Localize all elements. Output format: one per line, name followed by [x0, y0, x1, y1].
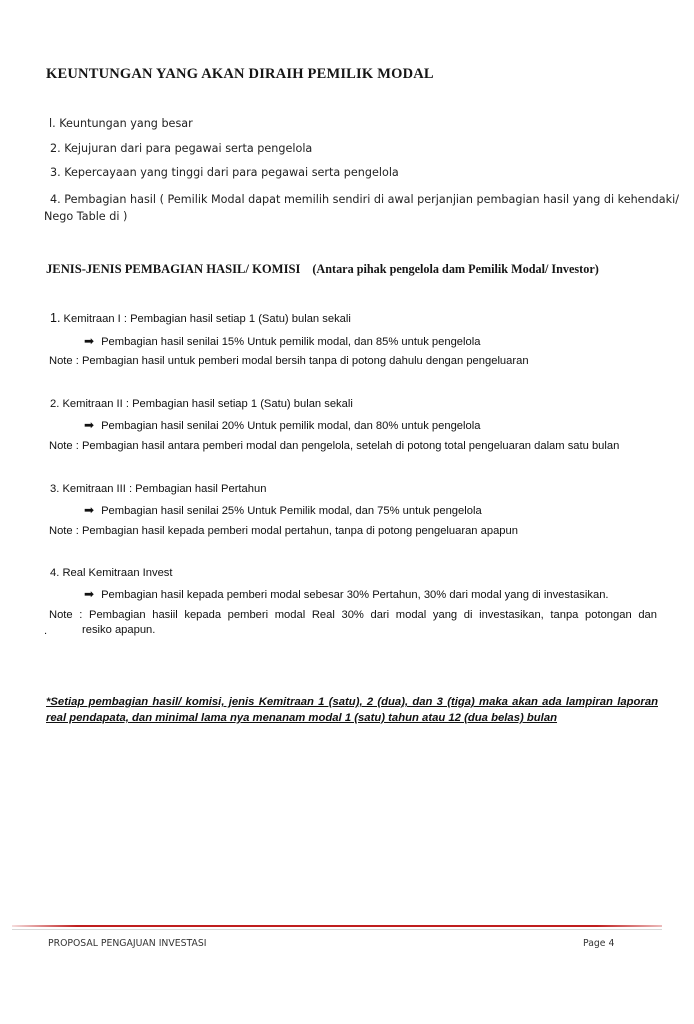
benefit-item-4-cont: Nego Table di ): [44, 210, 128, 223]
arrow-right-icon: ➡: [84, 334, 95, 348]
scheme-3-note: Note : Pembagian hasil kepada pemberi modal pertahun, tanpa di potong pengeluaran apapun: [49, 525, 518, 537]
scheme-2-note: Note : Pembagian hasil antara pemberi modal dan pengelola, setelah di potong total pengeluaran dalam satu bulan: [49, 440, 620, 452]
scheme-1-number: 1.: [50, 311, 61, 325]
footer-title: PROPOSAL PENGAJUAN INVESTASI: [48, 938, 207, 949]
scheme-4-detail: [84, 587, 609, 601]
arrow-right-icon: ➡: [84, 418, 95, 432]
scheme-3-heading: 3. Kemitraan III : Pembagian hasil Pertahun: [50, 483, 267, 495]
scheme-3-detail: [84, 503, 482, 517]
benefit-item-2: 2. Kejujuran dari para pegawai serta pengelola: [50, 142, 313, 155]
page-number: Page 4: [583, 938, 615, 949]
footer-rule-red: [12, 925, 662, 927]
footer-rule-gray: [12, 929, 662, 930]
scheme-4-note: Note : Pembagian hasiil kepada pemberi modal Real 30% dari modal yang di investasikan, tanpa potongan dan: [49, 609, 657, 621]
benefit-item-4: 4. Pembagian hasil ( Pemilik Modal dapat memilih sendiri di awal perjanjian pembagian hasil yang di kehendaki/: [50, 193, 679, 206]
arrow-right-icon: ➡: [84, 503, 95, 517]
scheme-3-detail-text: Pembagian hasil senilai 25% Untuk Pemilik modal, dan 75% untuk pengelola: [101, 505, 482, 517]
benefit-item-1: l. Keuntungan yang besar: [49, 117, 193, 130]
arrow-right-icon: ➡: [84, 587, 95, 601]
scheme-4-note-dot: .: [44, 625, 48, 637]
section-title-keuntungan: KEUNTUNGAN YANG AKAN DIRAIH PEMILIK MODAL: [46, 66, 434, 82]
section-title-jenis-pembagian: [46, 262, 599, 277]
scheme-4-heading: 4. Real Kemitraan Invest: [50, 567, 173, 579]
scheme-1-heading: [50, 311, 351, 325]
section-subtitle: (Antara pihak pengelola dam Pemilik Modal/ Investor): [312, 262, 599, 276]
scheme-2-heading: 2. Kemitraan II : Pembagian hasil setiap 1 (Satu) bulan sekali: [50, 398, 353, 410]
scheme-1-note: Note : Pembagian hasil untuk pemberi modal bersih tanpa di potong dahulu dengan pengeluaran: [49, 355, 529, 367]
scheme-1-detail-text: Pembagian hasil senilai 15% Untuk pemilik modal, dan 85% untuk pengelola: [101, 336, 481, 348]
benefit-item-3: 3. Kepercayaan yang tinggi dari para pegawai serta pengelola: [50, 166, 399, 179]
scheme-4-detail-text: Pembagian hasil kepada pemberi modal sebesar 30% Pertahun, 30% dari modal yang di investasikan.: [101, 589, 609, 601]
scheme-4-note-cont: resiko apapun.: [82, 624, 156, 636]
scheme-2-detail: [84, 418, 480, 432]
scheme-1-title: Kemitraan I : Pembagian hasil setiap 1 (Satu) bulan sekali: [63, 313, 351, 325]
scheme-1-detail: [84, 334, 480, 348]
section-title-main: JENIS-JENIS PEMBAGIAN HASIL/ KOMISI: [46, 262, 301, 276]
footnote: *Setiap pembagian hasil/ komisi, jenis Kemitraan 1 (satu), 2 (dua), dan 3 (tiga) maka akan ada lampiran laporan real pendapata, dan minimal lama nya menanam modal 1 (satu) tahun atau 12 (dua belas) bulan: [46, 696, 658, 724]
scheme-2-detail-text: Pembagian hasil senilai 20% Untuk pemilik modal, dan 80% untuk pengelola: [101, 420, 481, 432]
